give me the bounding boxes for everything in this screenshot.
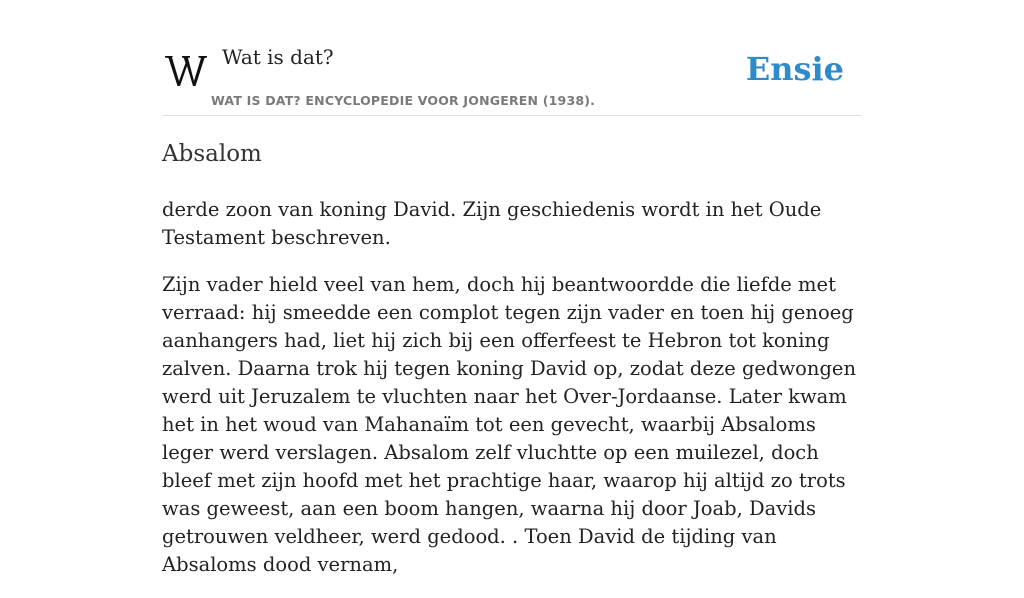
article-title: Absalom xyxy=(162,141,262,167)
wikisource-w-icon[interactable] xyxy=(164,52,208,90)
header xyxy=(162,40,862,116)
book-title[interactable]: Wat is dat? xyxy=(222,45,334,69)
article-paragraph: Zijn vader hield veel van hem, doch hij beantwoordde die liefde met verraad: hij smeedde een complot tegen zijn vader en toen hij genoeg aanhangers had, liet hij zich bij een offerfeest te Hebron tot koning zalven. Daarna trok hij tegen koning David op, zodat deze gedwongen werd uit Jeruzalem te vluchten naar het Over-Jordaanse. Later kwam het in het woud van Mahanaïm tot een gevecht, waarbij Absaloms leger werd verslagen. Absalom zelf vluchtte op een muilezel, doch bleef met zijn hoofd met het prachtige haar, waarop hij altijd zo trots was geweest, aan een boom hangen, waarna hij door Joab, Davids getrouwen veldheer, werd gedood. . Toen David de tijding van Absaloms dood vernam, xyxy=(162,273,857,576)
book-subtitle: WAT IS DAT? ENCYCLOPEDIE VOOR JONGEREN (1938). xyxy=(211,93,596,108)
article-paragraph: derde zoon van koning David. Zijn geschiedenis wordt in het Oude Testament beschreven. xyxy=(162,198,822,249)
article xyxy=(162,136,866,598)
brand-logo[interactable]: Ensie xyxy=(745,50,844,88)
